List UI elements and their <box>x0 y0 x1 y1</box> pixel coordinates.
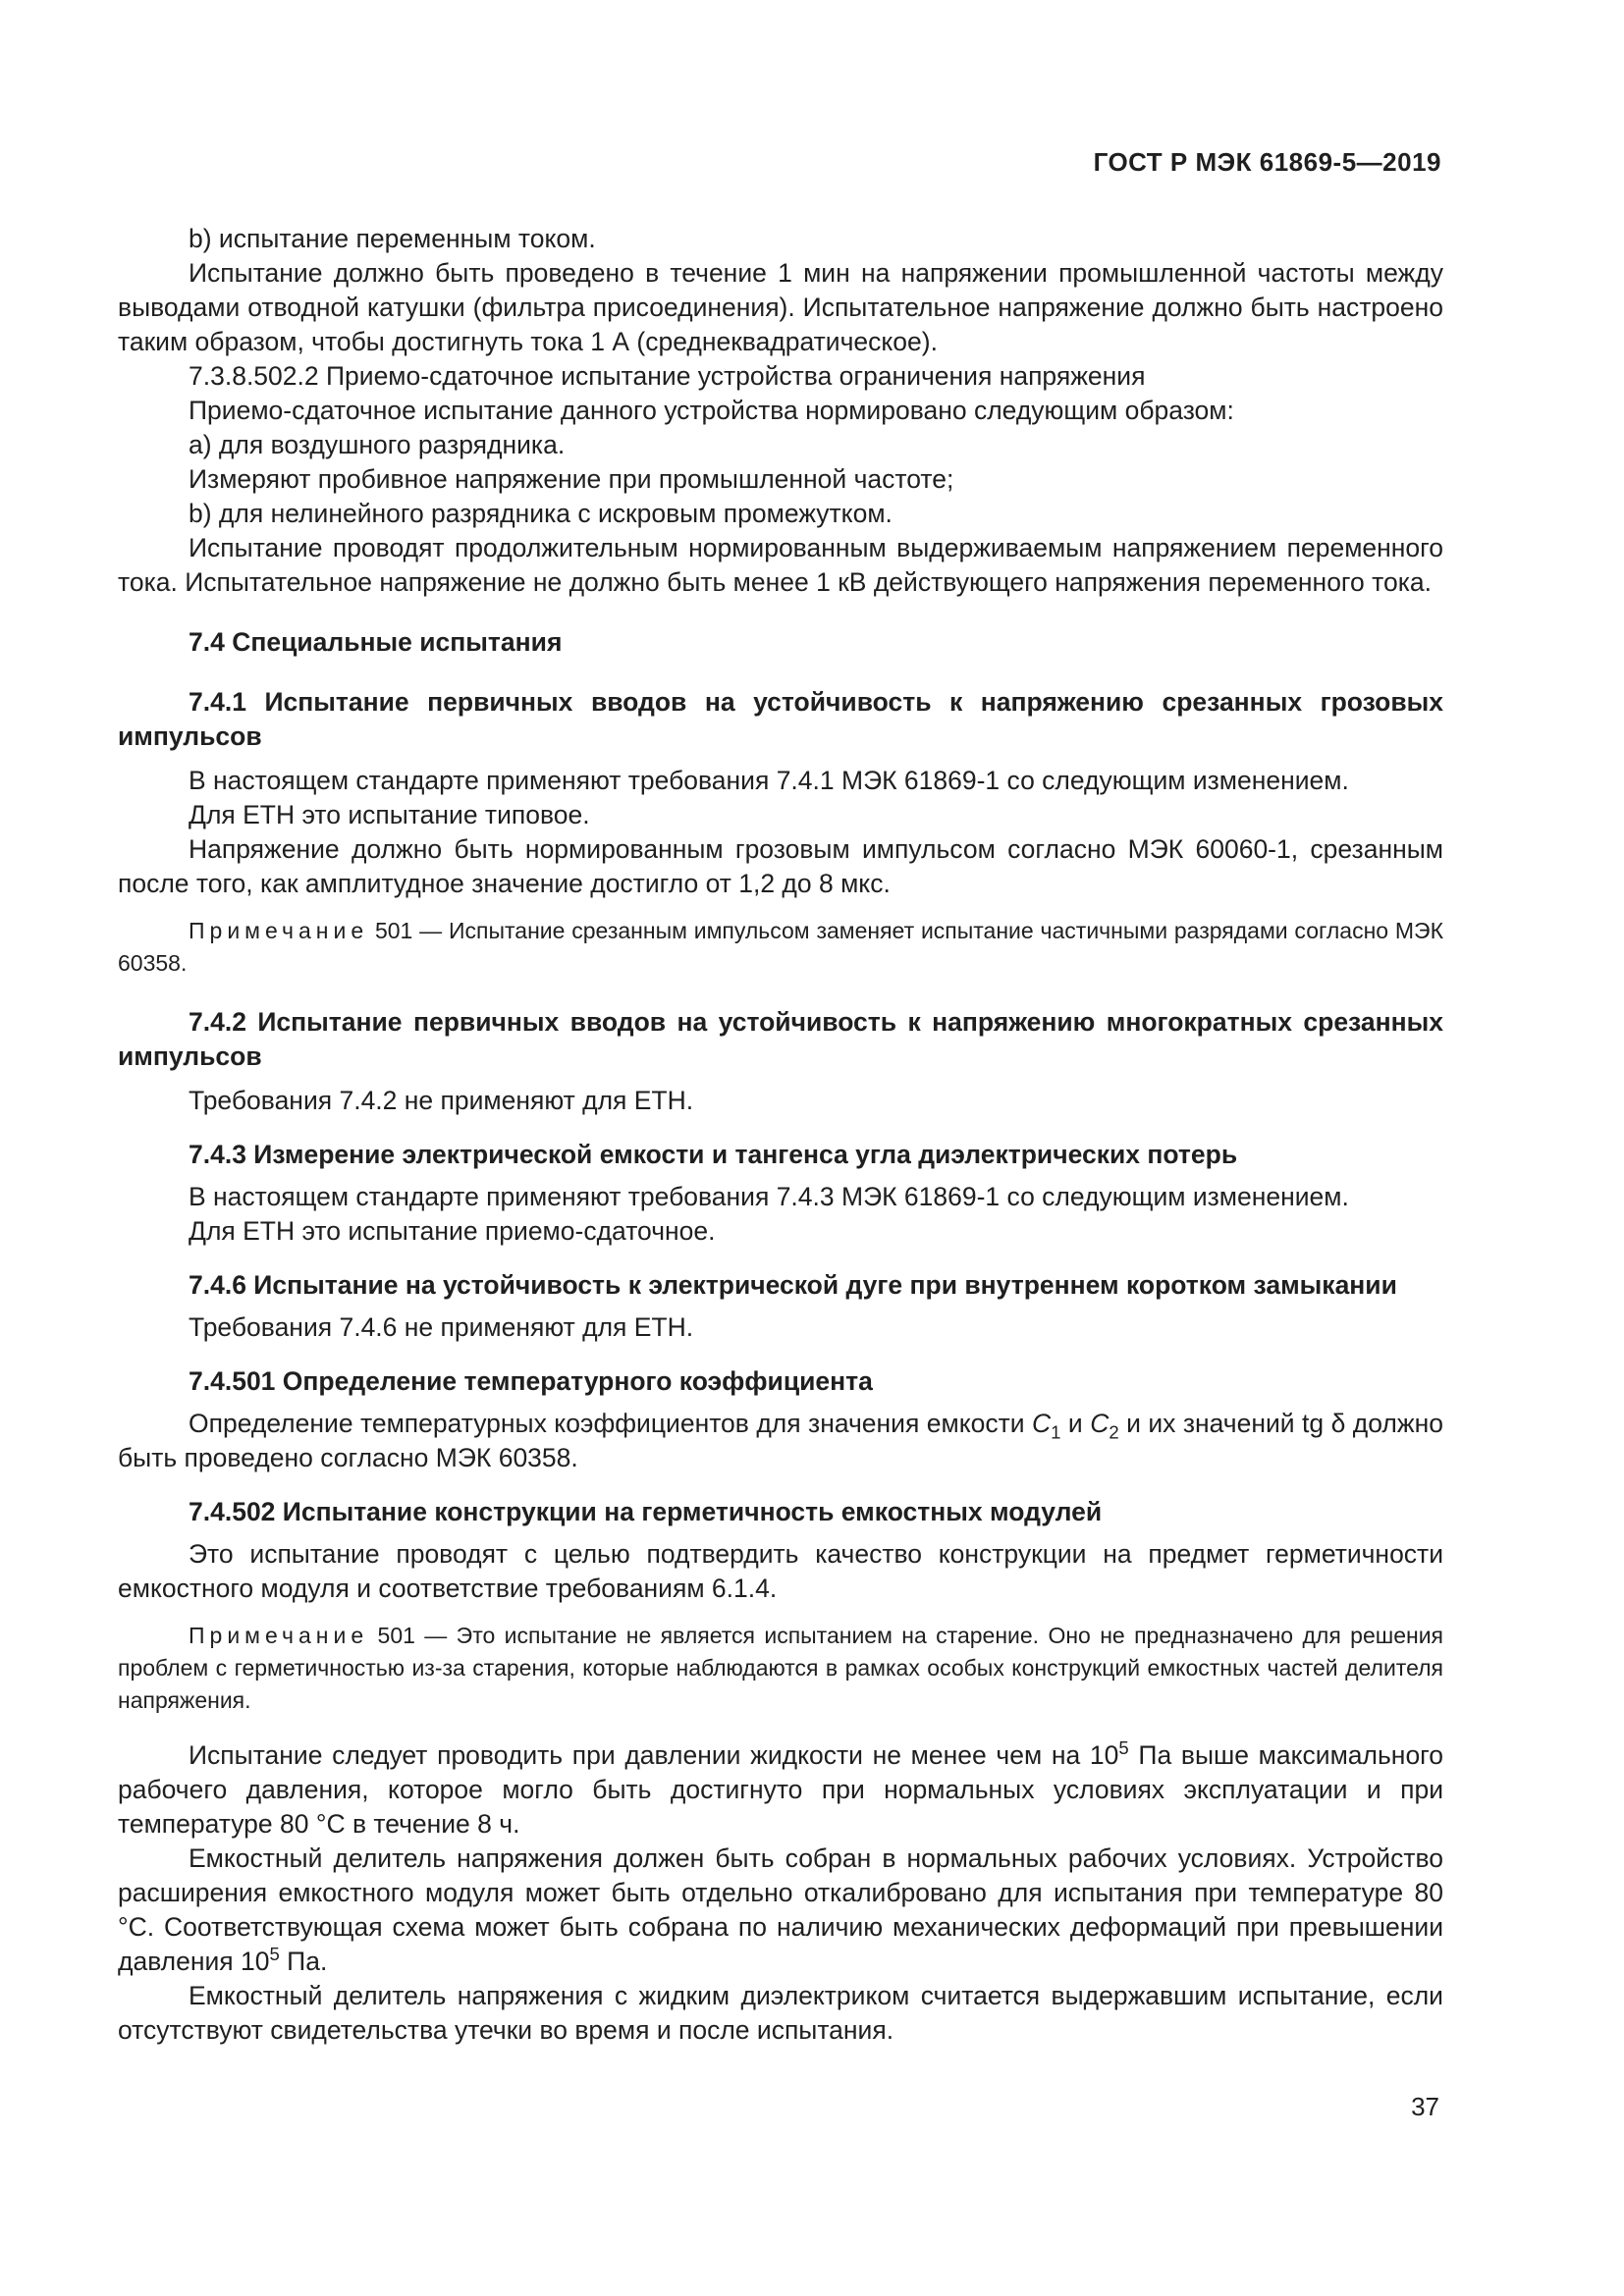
paragraph: b) испытание переменным током. <box>189 224 596 253</box>
note-text: 501 — Испытание срезанным импульсом заменяет испытание частичными разрядами согласно МЭК 60358. <box>118 918 1443 976</box>
document-body <box>118 222 1443 2048</box>
text-run: C <box>1032 1409 1052 1438</box>
text-run: 2 <box>1109 1421 1119 1443</box>
text-run: Испытание следует проводить при давлении жидкости не менее чем на 10 <box>189 1740 1119 1770</box>
section-heading: 7.4.3 Измерение электрической емкости и тангенса угла диэлектрических потерь <box>189 1140 1238 1169</box>
note-label: Примечание <box>189 918 369 943</box>
section-heading: 7.4.1 Испытание первичных вводов на устойчивость к напряжению срезанных грозовых импульсов <box>118 687 1443 751</box>
section-heading: 7.4.502 Испытание конструкции на герметичность емкостных модулей <box>189 1497 1103 1526</box>
text-run: 5 <box>1118 1737 1129 1759</box>
paragraph <box>118 1842 1443 1979</box>
section-heading: 7.4.2 Испытание первичных вводов на устойчивость к напряжению многократных срезанных импульсов <box>118 1007 1443 1071</box>
text-run: Па. <box>279 1947 328 1976</box>
paragraph: Приемо-сдаточное испытание данного устройства нормировано следующим образом: <box>189 396 1234 425</box>
text-run: и <box>1060 1409 1091 1438</box>
paragraph: Измеряют пробивное напряжение при промышленной частоте; <box>189 464 954 494</box>
section-heading: 7.4.6 Испытание на устойчивость к электрической дуге при внутреннем коротком замыкании <box>189 1270 1397 1300</box>
text-run: C <box>1090 1409 1110 1438</box>
text-run: 1 <box>1051 1421 1061 1443</box>
paragraph: 7.3.8.502.2 Приемо-сдаточное испытание устройства ограничения напряжения <box>189 361 1146 391</box>
paragraph: b) для нелинейного разрядника с искровым промежутком. <box>189 499 893 528</box>
text-run: и их значений tg δ должно быть проведено согласно МЭК 60358. <box>118 1409 1443 1472</box>
page-number: 37 <box>1411 2092 1439 2121</box>
paragraph: Емкостный делитель напряжения с жидким диэлектриком считается выдержавшим испытание, если отсутствуют свидетельства утечки во время и после испытания. <box>118 1981 1443 2045</box>
text-run: Определение температурных коэффициентов для значения емкости <box>189 1409 1033 1438</box>
paragraph: Требования 7.4.2 не применяют для ЕТН. <box>189 1086 694 1115</box>
paragraph: Для ЕТН это испытание приемо-сдаточное. <box>189 1216 716 1246</box>
paragraph: Испытание проводят продолжительным нормированным выдерживаемым напряжением переменного тока. Испытательное напряжение не должно быть менее 1 кВ действующего напряжения переменного тока. <box>118 533 1443 597</box>
paragraph: В настоящем стандарте применяют требования 7.4.1 МЭК 61869-1 со следующим изменением. <box>189 766 1349 795</box>
note-label: Примечание <box>189 1623 369 1648</box>
note-text: 501 — Это испытание не является испытанием на старение. Оно не предназначено для решения проблем с герметичностью из-за старения, которые наблюдаются в рамках особых конструкций емкостных частей делителя напряжения. <box>118 1623 1443 1713</box>
note <box>118 1620 1443 1717</box>
paragraph: В настоящем стандарте применяют требования 7.4.3 МЭК 61869-1 со следующим изменением. <box>189 1182 1349 1211</box>
document-header: ГОСТ Р МЭК 61869-5—2019 <box>1093 147 1441 177</box>
paragraph: Для ЕТН это испытание типовое. <box>189 800 590 829</box>
paragraph: Это испытание проводят с целью подтвердить качество конструкции на предмет герметичности емкостного модуля и соответствие требованиям 6.1.4. <box>118 1539 1443 1603</box>
paragraph: Требования 7.4.6 не применяют для ЕТН. <box>189 1312 694 1342</box>
paragraph: a) для воздушного разрядника. <box>189 430 566 459</box>
paragraph: Напряжение должно быть нормированным грозовым импульсом согласно МЭК 60060-1, срезанным после того, как амплитудное значение достигло от 1,2 до 8 мкс. <box>118 834 1443 898</box>
section-heading: 7.4 Специальные испытания <box>189 627 563 657</box>
note <box>118 915 1443 980</box>
paragraph <box>118 1738 1443 1842</box>
paragraph <box>118 1407 1443 1475</box>
section-heading: 7.4.501 Определение температурного коэффициента <box>189 1366 873 1396</box>
text-run: Па выше максимального рабочего давления, которое могло быть достигнуто при нормальных условиях эксплуатации и при температуре 80 °С в течение 8 ч. <box>118 1740 1443 1839</box>
text-run: 5 <box>269 1944 280 1965</box>
text-run: Емкостный делитель напряжения должен быть собран в нормальных рабочих условиях. Устройство расширения емкостного модуля может быть отдельно откалибровано для испытания при температуре 80 °С. Соответствующая схема может быть собрана по наличию механических деформаций при превышении давления 10 <box>118 1843 1443 1976</box>
paragraph: Испытание должно быть проведено в течение 1 мин на напряжении промышленной частоты между выводами отводной катушки (фильтра присоединения). Испытательное напряжение должно быть настроено таким образом, чтобы достигнуть тока 1 А (среднеквадратическое). <box>118 258 1443 356</box>
